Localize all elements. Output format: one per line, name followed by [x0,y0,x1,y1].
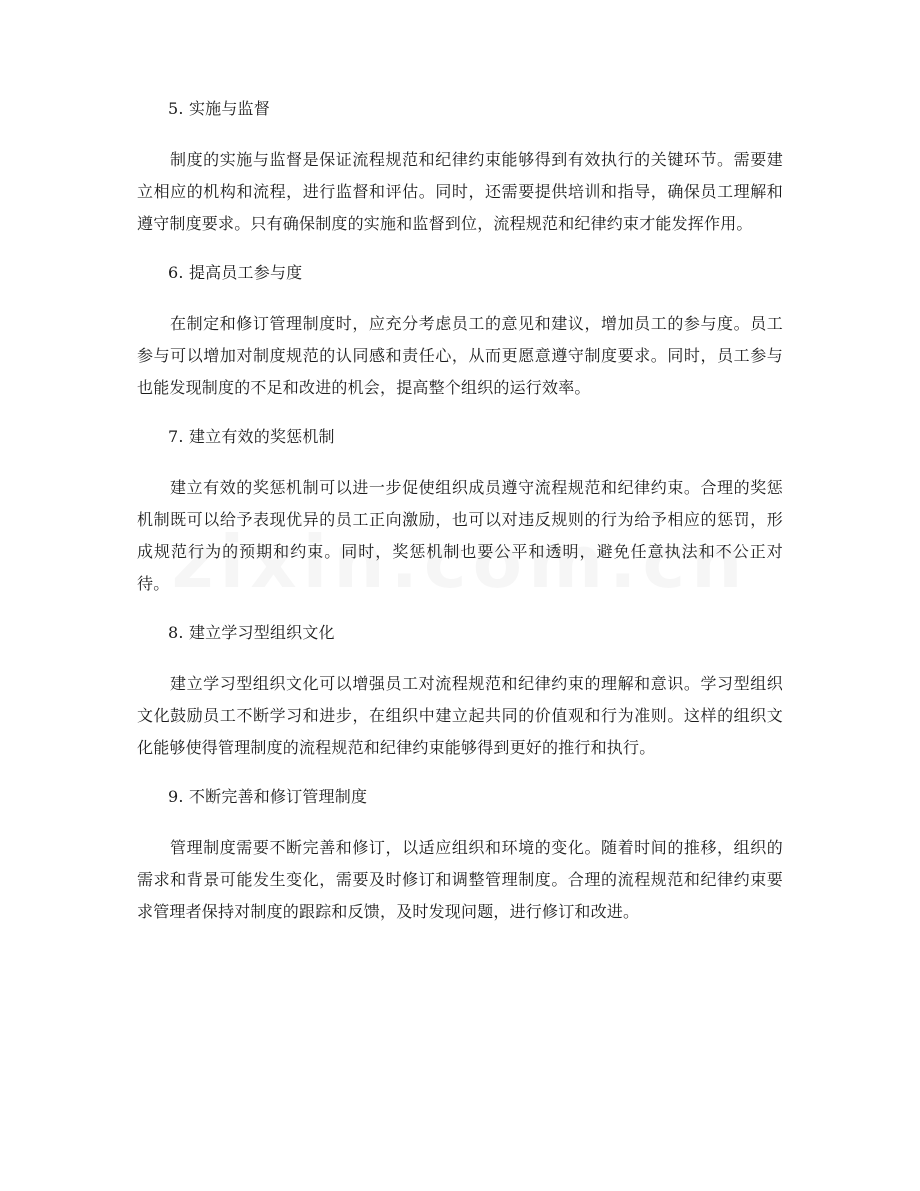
section-heading: 6. 提高员工参与度 [168,263,303,282]
section-paragraph: 建立有效的奖惩机制可以进一步促使组织成员遵守流程规范和纪律约束。合理的奖惩机制既可以给予表现优异的员工正向激励，也可以对违反规则的行为给予相应的惩罚，形成规范行为的预期和约束。同时，奖惩机制也要公平和透明，避免任意执法和不公正对待。 [137,478,783,593]
section-paragraph: 制度的实施与监督是保证流程规范和纪律约束能够得到有效执行的关键环节。需要建立相应的机构和流程，进行监督和评估。同时，还需要提供培训和指导，确保员工理解和遵守制度要求。只有确保制度的实施和监督到位，流程规范和纪律约束才能发挥作用。 [137,150,783,233]
section-paragraph: 管理制度需要不断完善和修订，以适应组织和环境的变化。随着时间的推移，组织的需求和背景可能发生变化，需要及时修订和调整管理制度。合理的流程规范和纪律约束要求管理者保持对制度的跟踪和反馈，及时发现问题，进行修订和改进。 [137,838,783,921]
section-8 [137,620,783,764]
section-heading: 9. 不断完善和修订管理制度 [168,787,368,806]
section-heading: 5. 实施与监督 [168,99,270,118]
section-7 [137,424,783,600]
section-9 [137,784,783,928]
document-page [137,96,783,948]
section-heading: 7. 建立有效的奖惩机制 [168,427,335,446]
section-6 [137,260,783,404]
section-paragraph: 在制定和修订管理制度时，应充分考虑员工的意见和建议，增加员工的参与度。员工参与可以增加对制度规范的认同感和责任心，从而更愿意遵守制度要求。同时，员工参与也能发现制度的不足和改进的机会，提高整个组织的运行效率。 [137,314,783,397]
section-heading: 8. 建立学习型组织文化 [168,623,335,642]
section-5 [137,96,783,240]
section-paragraph: 建立学习型组织文化可以增强员工对流程规范和纪律约束的理解和意识。学习型组织文化鼓励员工不断学习和进步，在组织中建立起共同的价值观和行为准则。这样的组织文化能够使得管理制度的流程规范和纪律约束能够得到更好的推行和执行。 [137,674,783,757]
